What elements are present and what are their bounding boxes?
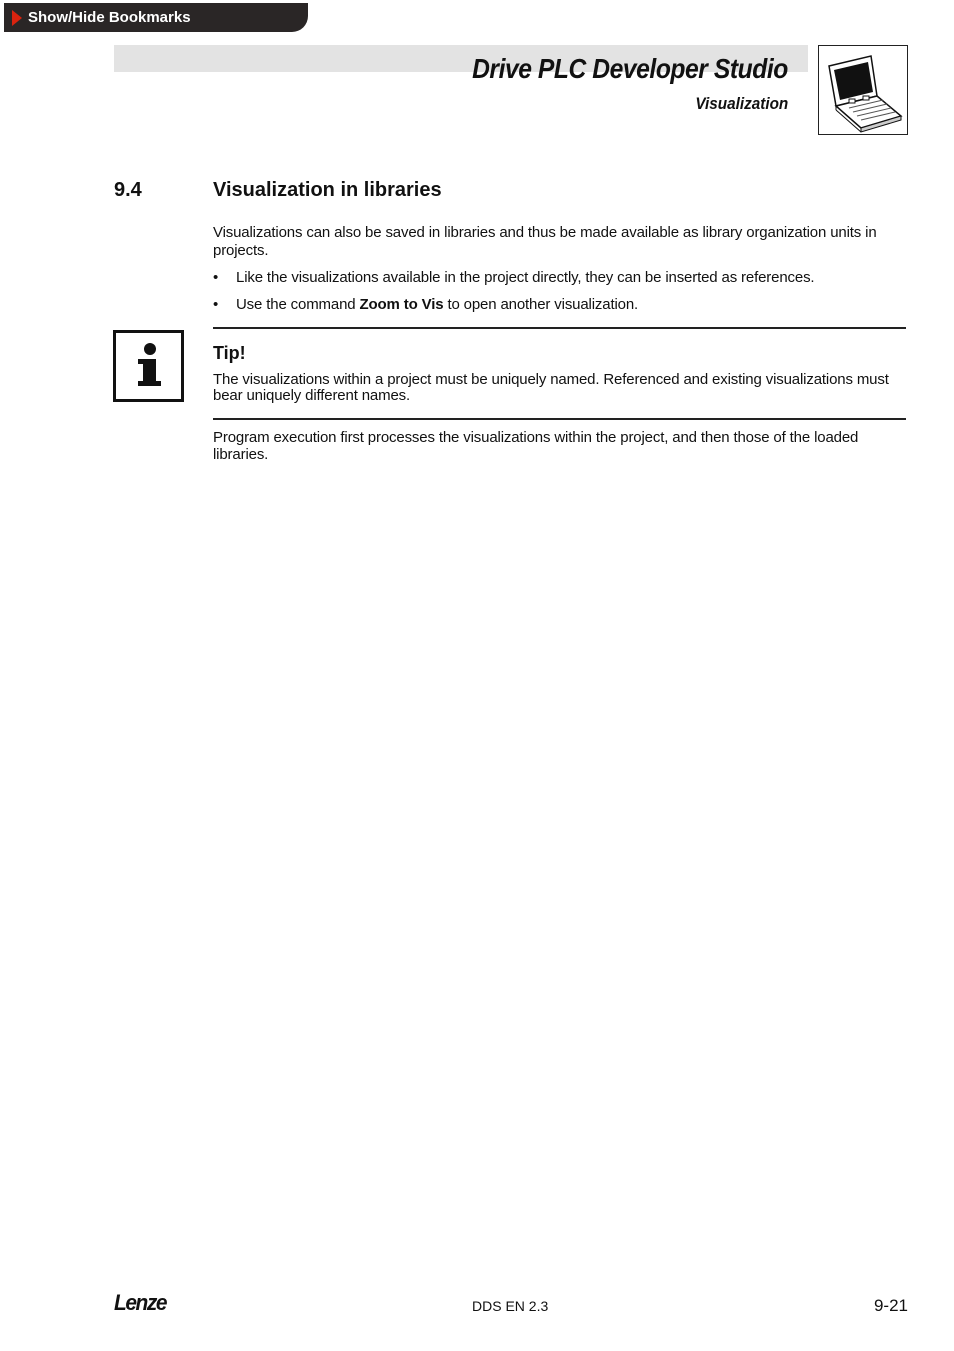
tip-bottom-rule — [213, 418, 906, 420]
footer-document-id: DDS EN 2.3 — [472, 1298, 549, 1314]
bullet-text: Use the command Zoom to Vis to open another visualization. — [236, 296, 639, 313]
bullet-dot: • — [213, 269, 219, 286]
tip-top-rule — [213, 327, 906, 329]
chapter-subtitle: Visualization — [695, 94, 788, 113]
bullet-dot: • — [213, 296, 219, 313]
tip-heading: Tip! — [213, 343, 246, 363]
bookmark-arrow-icon — [12, 10, 22, 26]
bullet-text: Like the visualizations available in the project directly, they can be inserted as references. — [236, 269, 815, 286]
show-hide-bookmarks-button[interactable] — [4, 3, 308, 32]
page-number: 9-21 — [873, 1296, 908, 1315]
intro-paragraph: Visualizations can also be saved in libraries and thus be made available as library organization units in projects. — [213, 224, 877, 259]
laptop-icon — [818, 45, 908, 135]
info-icon — [113, 330, 184, 402]
command-name: Zoom to Vis — [359, 296, 444, 313]
lenze-logo: Lenze — [114, 1290, 167, 1315]
tip-text: The visualizations within a project must be uniquely named. Referenced and existing visualizations must bear uniquely different names. — [213, 371, 889, 404]
closing-paragraph: Program execution first processes the visualizations within the project, and then those of the loaded libraries. — [213, 429, 859, 463]
document-title: Drive PLC Developer Studio — [472, 53, 788, 84]
section-title: Visualization in libraries — [213, 179, 442, 201]
section-number: 9.4 — [114, 179, 142, 201]
show-hide-bookmarks-label: Show/Hide Bookmarks — [28, 9, 191, 26]
